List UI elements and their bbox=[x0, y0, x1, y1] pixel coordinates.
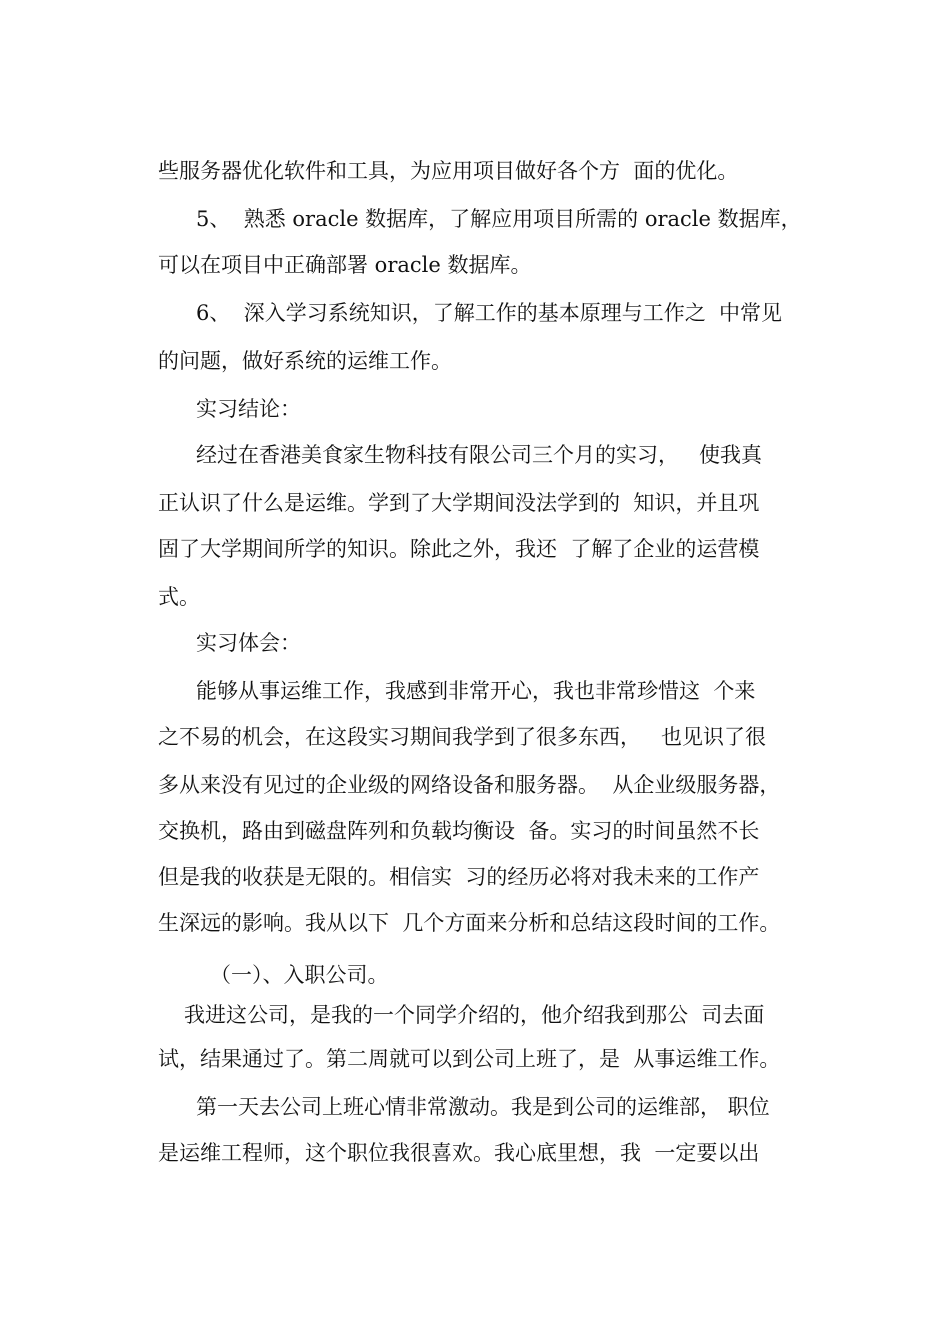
text-line-19: 我进这公司，是我的一个同学介绍的，他介绍我到那公 司去面 bbox=[184, 1003, 765, 1027]
section-heading-joining: （一）、入职公司。 bbox=[210, 963, 389, 987]
text-line-2: 5、 熟悉 oracle 数据库，了解应用项目所需的 oracle 数据库， bbox=[196, 207, 802, 231]
section-heading-experience: 实习体会： bbox=[196, 631, 301, 655]
text-line-4: 6、 深入学习系统知识，了解工作的基本原理与工作之 中常见 bbox=[196, 301, 783, 325]
text-line-16: 但是我的收获是无限的。相信实 习的经历必将对我未来的工作产 bbox=[158, 865, 760, 889]
text-line-14: 多从来没有见过的企业级的网络设备和服务器。 从企业级服务器， bbox=[158, 773, 781, 797]
text-line-5: 的问题，做好系统的运维工作。 bbox=[158, 349, 452, 373]
text-line-9: 固了大学期间所学的知识。除此之外，我还 了解了企业的运营模 bbox=[158, 537, 760, 561]
text-line-8: 正认识了什么是运维。学到了大学期间没法学到的 知识，并且巩 bbox=[158, 491, 760, 515]
text-line-3: 可以在项目中正确部署 oracle 数据库。 bbox=[158, 253, 532, 277]
text-line-22: 是运维工程师，这个职位我很喜欢。我心底里想，我 一定要以出 bbox=[158, 1141, 760, 1165]
text-line-17: 生深远的影响。我从以下 几个方面来分析和总结这段时间的工作。 bbox=[158, 911, 781, 935]
text-line-10: 式。 bbox=[158, 585, 200, 609]
text-line-1: 些服务器优化软件和工具，为应用项目做好各个方 面的优化。 bbox=[158, 159, 739, 183]
text-line-12: 能够从事运维工作，我感到非常开心，我也非常珍惜这 个来 bbox=[196, 679, 756, 703]
text-line-7: 经过在香港美食家生物科技有限公司三个月的实习， 使我真 bbox=[196, 443, 763, 467]
text-line-13: 之不易的机会，在这段实习期间我学到了很多东西， 也见识了很 bbox=[158, 725, 767, 749]
text-line-21: 第一天去公司上班心情非常激动。我是到公司的运维部， 职位 bbox=[196, 1095, 770, 1119]
text-line-20: 试，结果通过了。第二周就可以到公司上班了，是 从事运维工作。 bbox=[158, 1047, 781, 1071]
text-line-15: 交换机，路由到磁盘阵列和负载均衡设 备。实习的时间虽然不长 bbox=[158, 819, 760, 843]
section-heading-conclusion: 实习结论： bbox=[196, 397, 301, 421]
